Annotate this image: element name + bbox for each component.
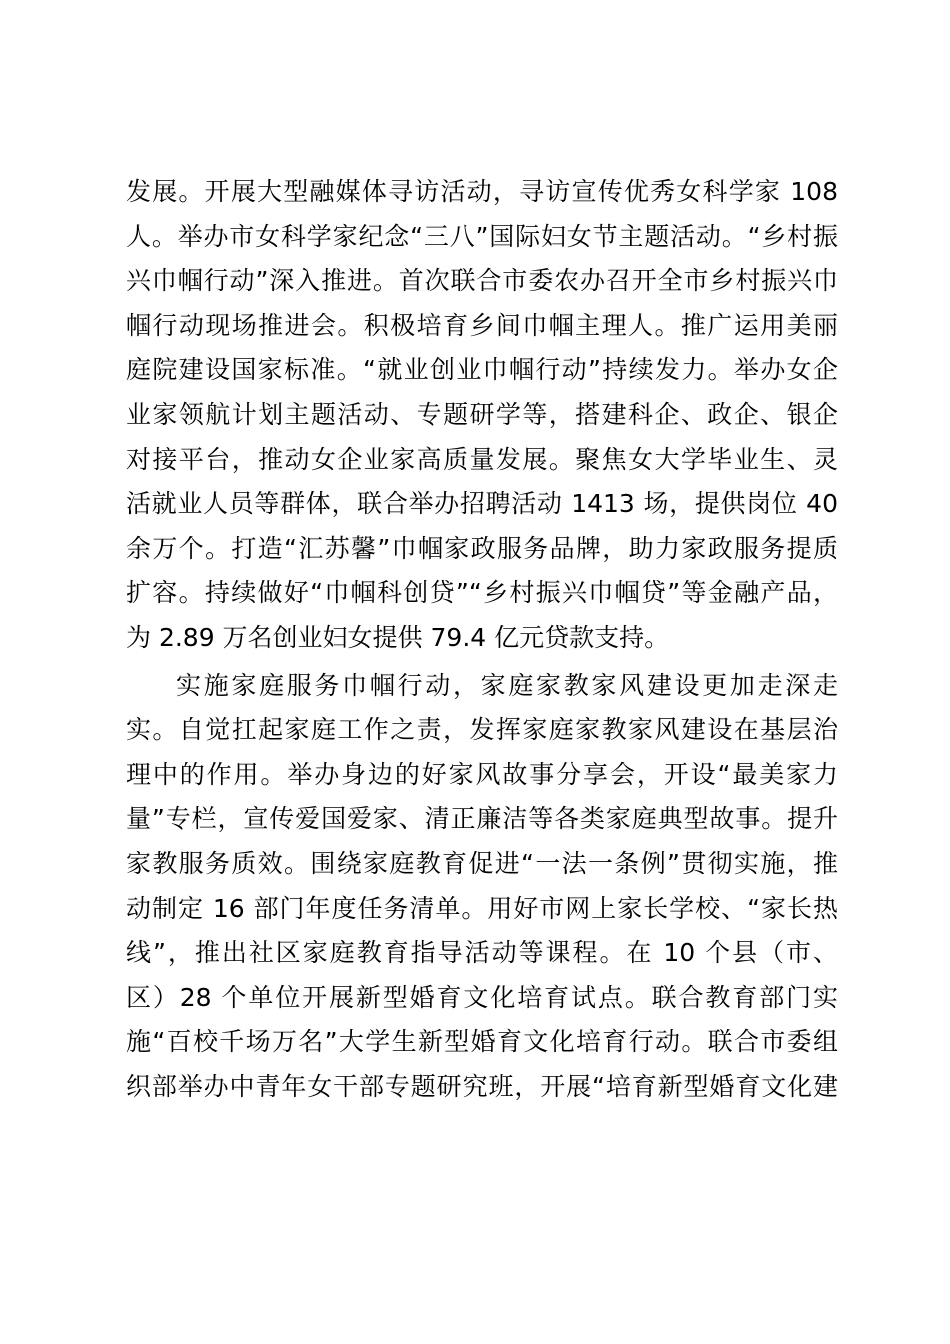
text-line: 业家领航计划主题活动、专题研学等，搭建科企、政企、银企 [126, 399, 838, 429]
text-line: 兴巾帼行动”深入推进。首次联合市委农办召开全市乡村振兴巾 [126, 266, 838, 296]
text-line: 动制定 16 部门年度任务清单。用好市网上家长学校、“家长热 [126, 893, 838, 923]
text-line: 对接平台，推动女企业家高质量发展。聚焦女大学毕业生、灵 [126, 444, 838, 474]
text-line: 织部举办中青年女干部专题研究班，开展“培育新型婚育文化建 [126, 1071, 838, 1101]
text-line: 余万个。打造“汇苏馨”巾帼家政服务品牌，助力家政服务提质 [126, 533, 838, 563]
text-line: 区）28 个单位开展新型婚育文化培育试点。联合教育部门实 [126, 982, 838, 1012]
text-line: 帼行动现场推进会。积极培育乡间巾帼主理人。推广运用美丽 [126, 310, 838, 340]
text-line: 理中的作用。举办身边的好家风故事分享会，开设“最美家力 [126, 759, 838, 789]
text-line: 实。自觉扛起家庭工作之责，发挥家庭家教家风建设在基层治 [126, 715, 838, 745]
text-line: 发展。开展大型融媒体寻访活动，寻访宣传优秀女科学家 108 [126, 177, 838, 206]
text-line: 庭院建设国家标准。“就业创业巾帼行动”持续发力。举办女企 [126, 355, 838, 385]
text-line: 量”专栏，宣传爱国爱家、清正廉洁等各类家庭典型故事。提升 [126, 804, 838, 834]
paragraph-1 [126, 170, 838, 661]
text-line: 家教服务质效。围绕家庭教育促进“一法一条例”贯彻实施，推 [126, 848, 838, 878]
text-line: 实施家庭服务巾帼行动，家庭家教家风建设更加走深走 [176, 670, 838, 700]
text-line: 为 2.89 万名创业妇女提供 79.4 亿元贷款支持。 [126, 622, 670, 652]
text-line: 施“百校千场万名”大学生新型婚育文化培育行动。联合市委组 [126, 1027, 838, 1057]
paragraph-2 [126, 664, 838, 1110]
text-line: 线”，推出社区家庭教育指导活动等课程。在 10 个县（市、 [126, 938, 838, 968]
text-line: 人。举办市女科学家纪念“三八”国际妇女节主题活动。“乡村振 [126, 221, 838, 251]
text-line: 扩容。持续做好“巾帼科创贷”“乡村振兴巾帼贷”等金融产品， [126, 578, 838, 608]
body-text [126, 170, 838, 1109]
text-line: 活就业人员等群体，联合举办招聘活动 1413 场，提供岗位 40 [126, 489, 838, 519]
